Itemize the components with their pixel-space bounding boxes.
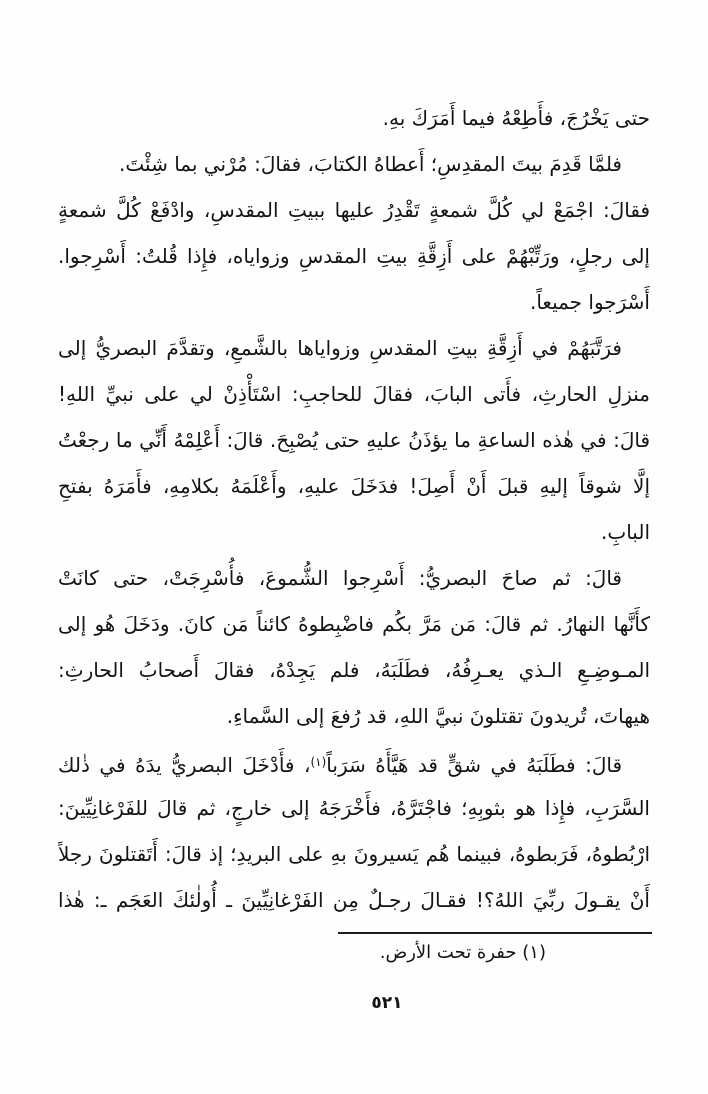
page-number: ٥٢١ xyxy=(371,993,403,1013)
text-line: قالَ: ثم صاحَ البصريُّ: أَسْرِجوا الشُّموعَ، فأُسْرِجَتْ، حتى كانَتْ xyxy=(58,566,622,590)
text-line: فرَتَّبَهُمْ في أَزِقَّةِ بيتِ المقدسِ وزواياها بالشَّمعِ، وتقدَّمَ البصريُّ إلى xyxy=(58,336,622,360)
footnote-marker: (١) xyxy=(522,942,546,963)
text-line: فقالَ: اجْمَعْ لي كُلَّ شمعةٍ تَقْدِرُ عليها ببيتِ المقدسِ، وادْفَعْ كُلَّ شمعةٍ xyxy=(58,198,650,222)
text-line: هيهاتَ، تُريدونَ تقتلونَ نبيَّ اللهِ، قد رُفعَ إلى السَّماءِ. xyxy=(226,704,650,728)
text-segment: قالَ: فطَلَبَهُ في شقٍّ قد هَيَّأَهُ سَرَباً xyxy=(326,753,622,777)
text-line: منزلِ الحارثِ، فأَتى البابَ، فقالَ للحاجبِ: اسْتَأْذِنْ لي على نبيِّ اللهِ! xyxy=(58,382,650,406)
text-line: المـوضِـعِ الـذي يعـرِفُهُ، فطَلَبَهُ، فلم يَجِدْهُ، فقالَ أَصحابُ الحارثِ: xyxy=(58,658,650,682)
text-line: السَّرَبِ، فإِذا هو بثوبِهِ؛ فاجْتَرَّهُ، فأَخْرَجَهُ إلى خارجٍ، ثم قالَ للفَرْغانِيِّينَ: xyxy=(58,796,650,820)
text-line: أَسْرَجوا جميعاً. xyxy=(529,290,650,314)
text-segment: ، فأَدْخَلَ البصريُّ يدَهُ في ذٰلك xyxy=(58,753,311,777)
text-line: إلى رجلٍ، ورَتِّبْهُمْ على أَزِقَّةِ بيتِ المقدسِ وزواياه، فإِذا قُلتُ: أَسْرِجوا. xyxy=(58,244,650,268)
footnote-separator-rule xyxy=(338,932,652,934)
text-line: قالَ: في هٰذه الساعةِ ما يؤذَنُ عليهِ حتى يُصْبِحَ. قالَ: أَعْلِمْهُ أَنِّي ما رجعْتُ xyxy=(58,428,650,452)
text-line: أَنْ يقـولَ ربِّيَ اللهُ؟! فقـالَ رجـلٌ مِن الفَرْغانِيِّينَ ـ أُولٰئكَ العَجَم ـ: هٰذا xyxy=(58,888,650,912)
text-line: حتى يَخْرُجَ، فأَطِعْهُ فيما أَمَرَكَ بهِ. xyxy=(382,106,650,130)
footnote-text: حفرة تحت الأرض. xyxy=(379,942,517,963)
text-line: فلمَّا قَدِمَ بيتَ المقدِسِ؛ أَعطاهُ الكتابَ، فقالَ: مُرْني بما شِئْتَ. xyxy=(119,152,622,176)
footnote-reference-marker: (١) xyxy=(310,755,327,769)
text-line: ارْبُطوهُ، فَرَبطوهُ، فبينما هُم يَسيرونَ بهِ على البريدِ؛ إذ قالَ: أَتَقتلونَ رجلاً xyxy=(58,842,650,866)
page-body xyxy=(58,95,650,923)
footnote xyxy=(380,938,546,968)
text-line-with-footnote-ref xyxy=(58,739,650,785)
text-line: البابِ. xyxy=(601,520,650,544)
text-line: كأَنَّها النهارُ. ثم قالَ: مَن مَرَّ بكُم فاضْبِطوهُ كائناً مَن كانَ. ودَخَلَ هُو إلى xyxy=(58,612,650,636)
text-line: إلَّا شوقاً إليهِ قبلَ أَنْ أَصِلَ! فدَخَلَ عليهِ، وأَعْلَمَهُ بكلامِهِ، فأَمَرَهُ بفتحِ xyxy=(58,474,650,498)
